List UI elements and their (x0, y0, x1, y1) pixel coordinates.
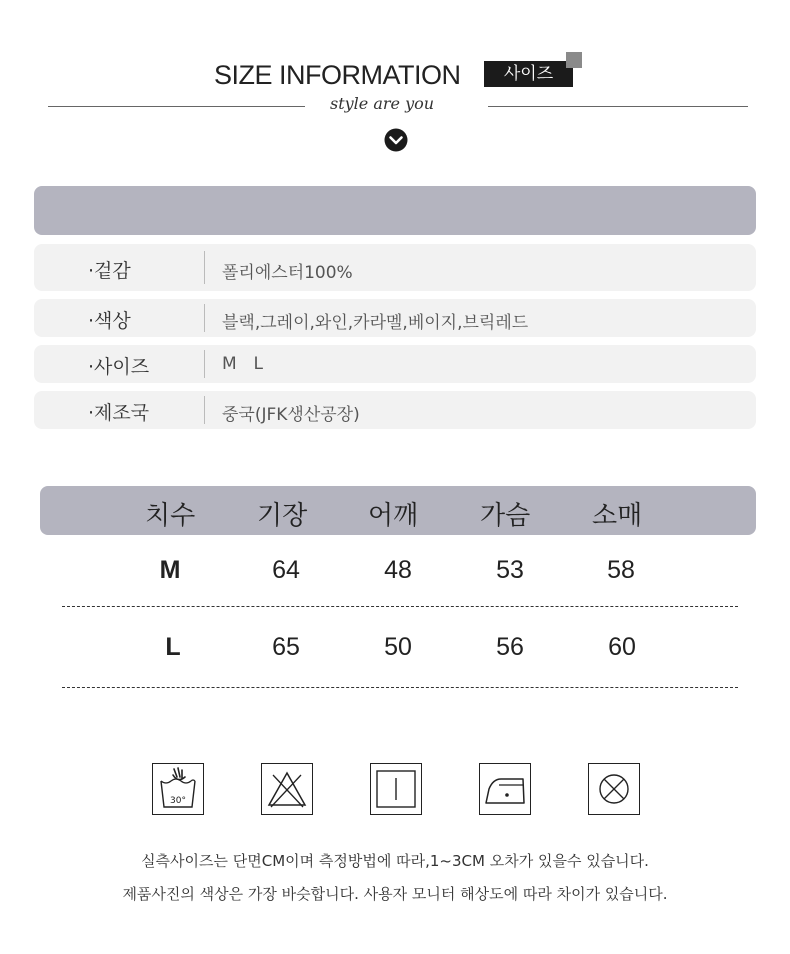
column-header-sleeve: 소매 (592, 501, 643, 531)
wash-temperature: 30° (170, 796, 186, 806)
no-bleach-icon (261, 763, 313, 815)
info-value: 블랙,그레이,와인,카라멜,베이지,브릭레드 (222, 313, 529, 333)
chest-cell: 53 (496, 556, 524, 584)
measurement-note: 실측사이즈는 단면CM이며 측정방법에 따라,1~3CM 오차가 있을수 있습니다. (141, 852, 649, 870)
info-separator (204, 350, 205, 378)
column-header-length: 기장 (257, 501, 308, 531)
size-badge: 사이즈 (484, 61, 573, 87)
divider-left (48, 106, 305, 107)
shoulder-cell: 48 (384, 556, 412, 584)
row-divider (62, 687, 738, 688)
row-divider (62, 606, 738, 607)
chevron-down-icon (384, 128, 408, 152)
info-label: ·겉감 (88, 260, 131, 282)
chest-cell: 56 (496, 633, 524, 661)
info-value: 폴리에스터100% (222, 263, 353, 283)
info-value: 중국(JFK생산공장) (222, 405, 360, 425)
info-table-header (34, 186, 756, 235)
table-row (0, 556, 790, 590)
info-row-origin (34, 391, 756, 429)
info-value: M L (222, 354, 265, 374)
size-table-header (40, 486, 756, 535)
size-cell: M (159, 556, 181, 584)
info-label: ·색상 (88, 310, 131, 332)
color-note: 제품사진의 색상은 가장 바슷합니다. 사용자 모니터 해상도에 따라 차이가 있습니다. (122, 885, 668, 903)
info-row-fabric (34, 244, 756, 291)
column-header-shoulder: 어깨 (368, 501, 419, 531)
divider-right (488, 106, 748, 107)
info-label: ·사이즈 (88, 356, 150, 378)
size-cell: L (165, 633, 181, 661)
sleeve-cell: 58 (607, 556, 635, 584)
decorative-square (566, 52, 582, 68)
hand-wash-30-icon (152, 763, 204, 815)
length-cell: 64 (272, 556, 300, 584)
column-header-chest: 가슴 (480, 501, 531, 531)
subtitle: style are you (330, 94, 435, 113)
info-separator (204, 304, 205, 332)
table-row (0, 633, 790, 667)
info-separator (204, 396, 205, 424)
column-header-size: 치수 (145, 501, 196, 531)
info-separator (204, 251, 205, 284)
info-row-size (34, 345, 756, 383)
no-tumble-dry-icon (588, 763, 640, 815)
sleeve-cell: 60 (608, 633, 636, 661)
page-title: SIZE INFORMATION (214, 60, 461, 90)
shoulder-cell: 50 (384, 633, 412, 661)
drip-dry-icon (370, 763, 422, 815)
info-label: ·제조국 (88, 402, 150, 424)
iron-low-icon (479, 763, 531, 815)
info-row-color (34, 299, 756, 337)
length-cell: 65 (272, 633, 300, 661)
